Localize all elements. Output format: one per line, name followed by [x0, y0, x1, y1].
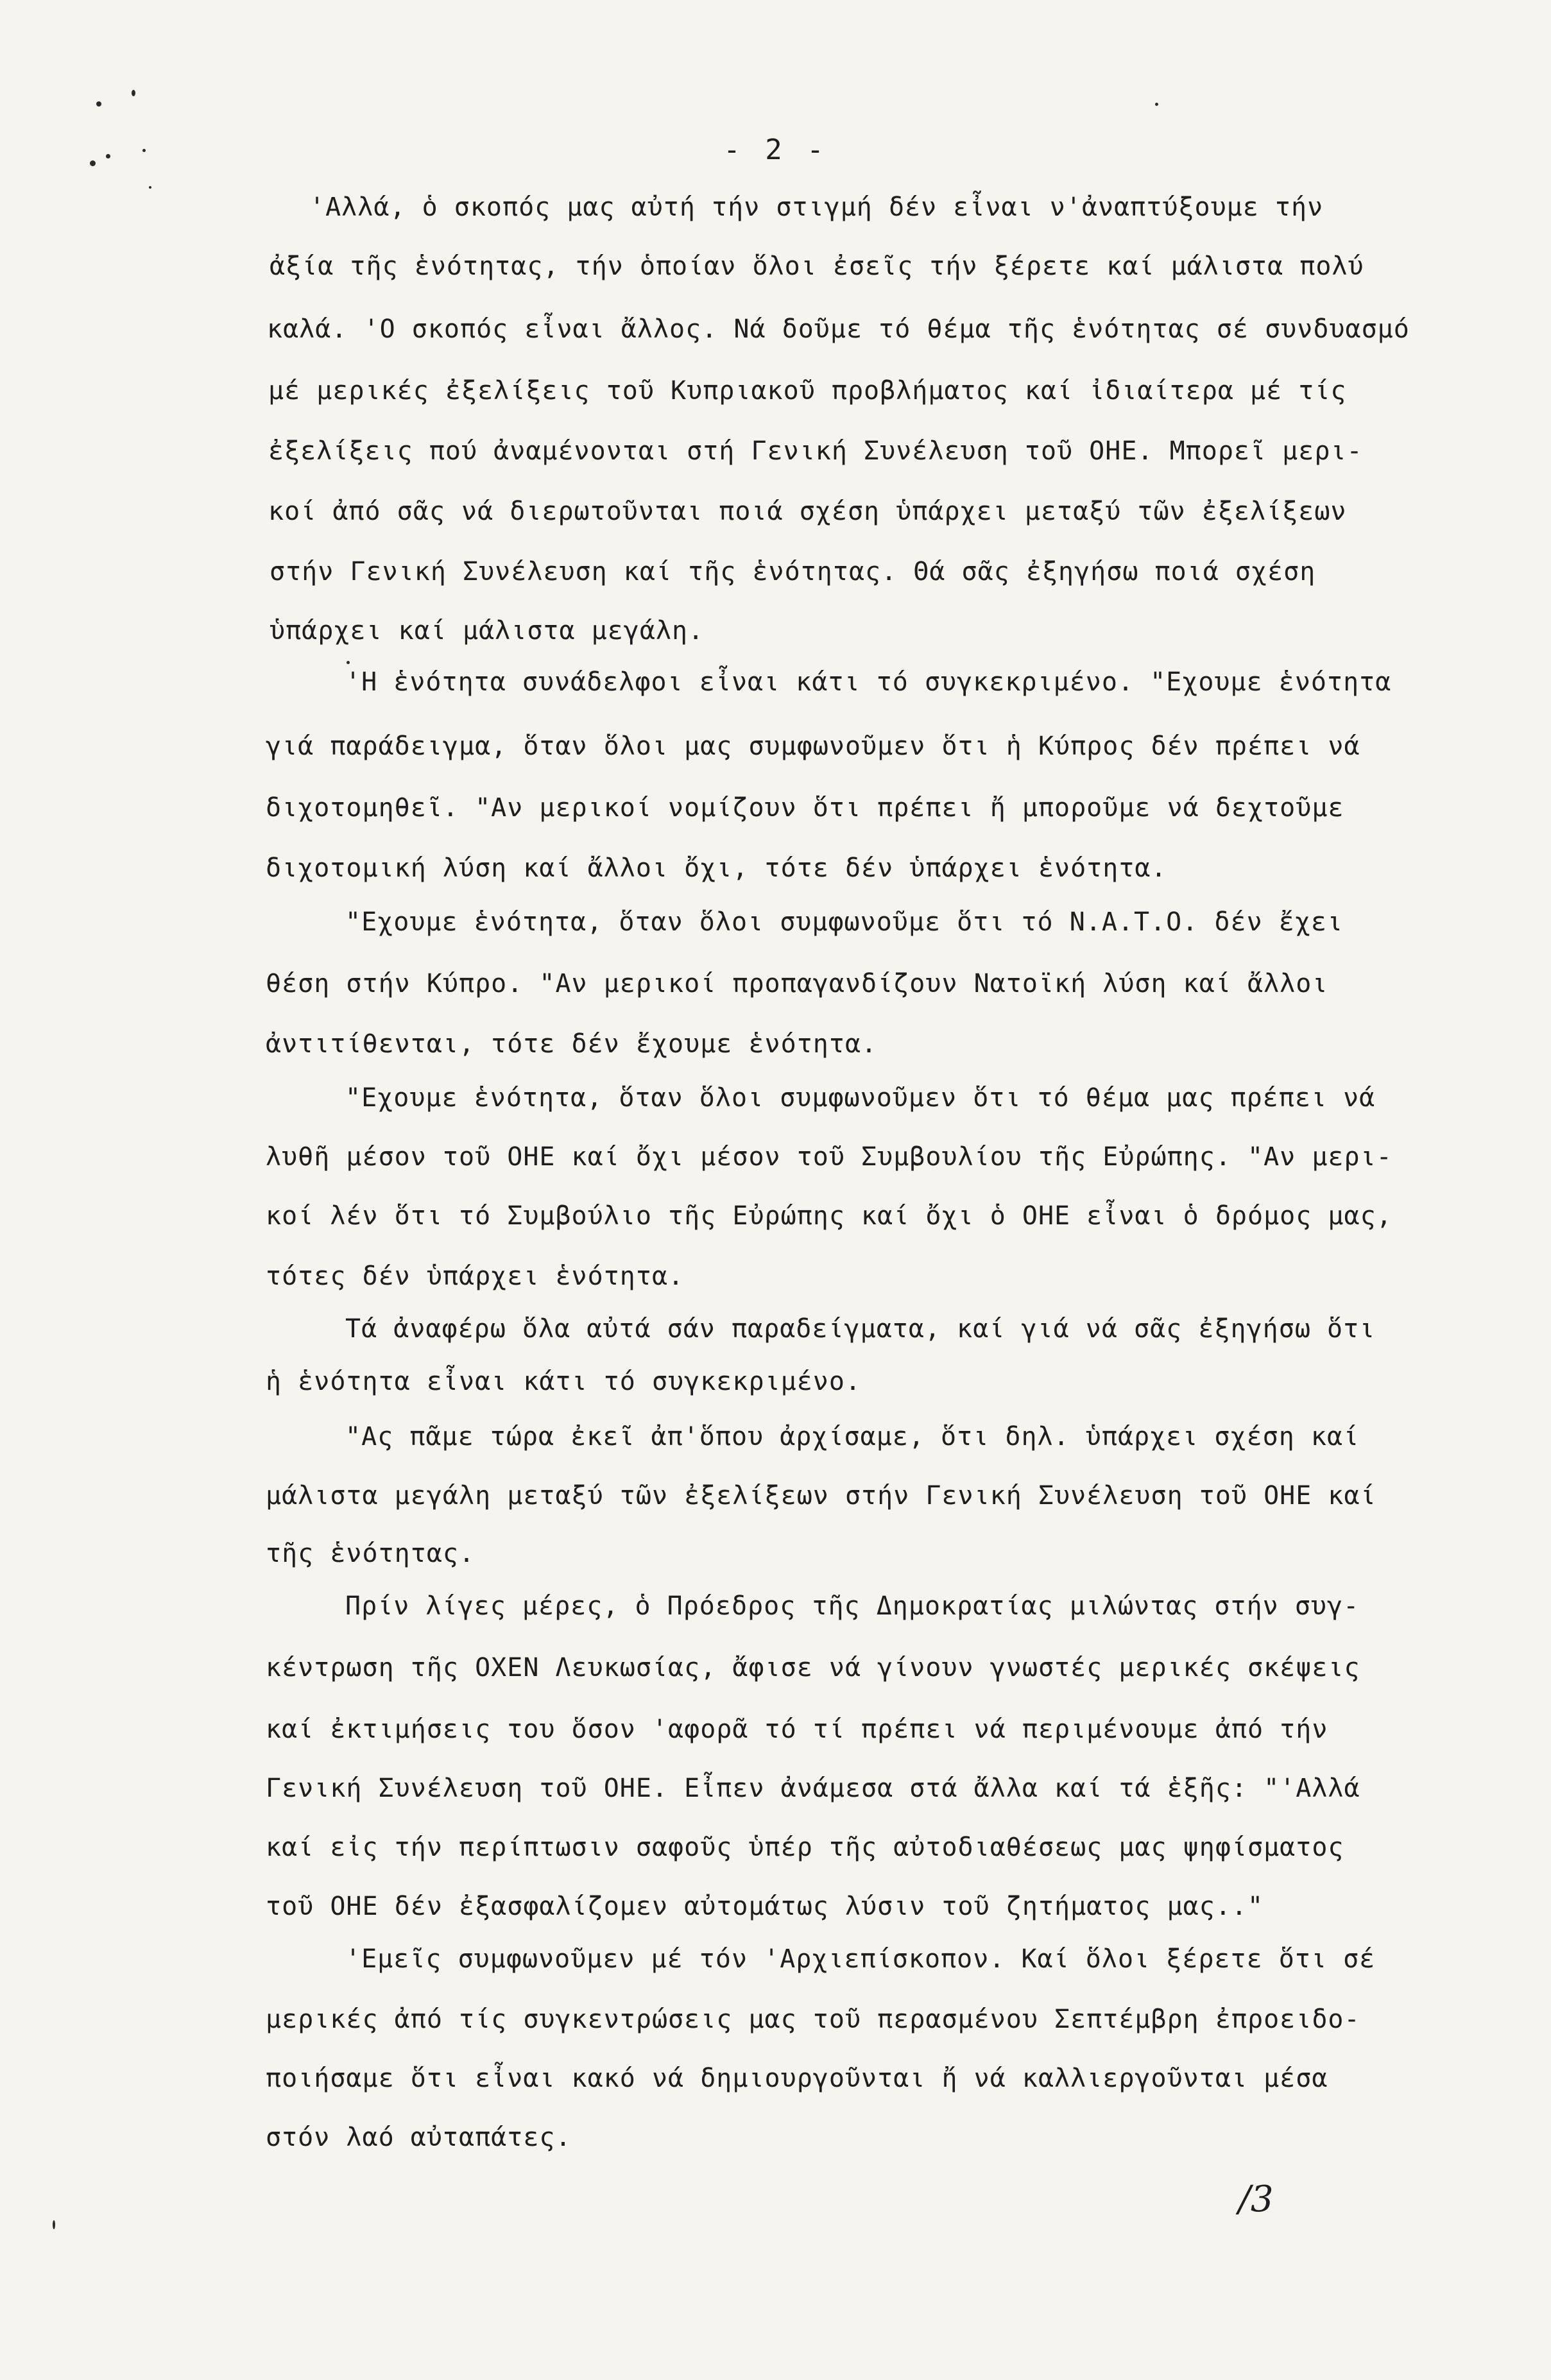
page-number: - 2 -	[723, 133, 828, 166]
scan-speck	[90, 160, 96, 166]
text-line: ἀξία τῆς ἑνότητας, τήν ὁποίαν ὅλοι ἐσεῖς τήν ξέρετε καί μάλιστα πολύ	[270, 252, 1364, 281]
text-line: στόν λαό αὐταπάτες.	[266, 2123, 572, 2152]
text-line: λυθῆ μέσον τοῦ ΟΗΕ καί ὄχι μέσον τοῦ Συμβουλίου τῆς Εὐρώπης. "Αν μερι-	[266, 1142, 1392, 1172]
text-line: κέντρωση τῆς ΟΧΕΝ Λευκωσίας, ἄφισε νά γίνουν γνωστές μερικές σκέψεις	[266, 1653, 1360, 1682]
text-line: ἐξελίξεις πού ἀναμένονται στή Γενική Συνέλευση τοῦ ΟΗΕ. Μπορεῖ μερι-	[268, 436, 1363, 466]
text-line: καί εἰς τήν περίπτωσιν σαφοῦς ὑπέρ τῆς αὐτοδιαθέσεως μας ψηφίσματος	[266, 1833, 1344, 1862]
text-line: "Εχουμε ἑνότητα, ὅταν ὅλοι συμφωνοῦμε ὅτι τό Ν.Α.Τ.Ο. δέν ἔχει	[345, 907, 1344, 937]
text-line: διχοτομηθεῖ. "Αν μερικοί νομίζουν ὅτι πρέπει ἤ μποροῦμε νά δεχτοῦμε	[266, 793, 1344, 823]
text-line: μάλιστα μεγάλη μεταξύ τῶν ἐξελίξεων στήν Γενική Συνέλευση τοῦ ΟΗΕ καί	[266, 1481, 1376, 1511]
text-line: "Ας πᾶμε τώρα ἐκεῖ ἀπ'ὅπου ἀρχίσαμε, ὅτι δηλ. ὑπάρχει σχέση καί	[345, 1422, 1360, 1451]
text-line: καλά. 'Ο σκοπός εἶναι ἄλλος. Νά δοῦμε τό θέμα τῆς ἑνότητας σέ συνδυασμό	[267, 314, 1410, 344]
text-line: κοί ἀπό σᾶς νά διερωτοῦνται ποιά σχέση ὑπάρχει μεταξύ τῶν ἐξελίξεων	[268, 497, 1347, 526]
text-line: ἀντιτίθενται, τότε δέν ἔχουμε ἑνότητα.	[266, 1029, 878, 1059]
text-line: στήν Γενική Συνέλευση καί τῆς ἑνότητας. Θά σᾶς ἐξηγήσω ποιά σχέση	[270, 557, 1316, 586]
text-line: Τά ἀναφέρω ὅλα αὐτά σάν παραδείγματα, καί γιά νά σᾶς ἐξηγήσω ὅτι	[345, 1314, 1376, 1344]
text-line: 'Εμεῖς συμφωνοῦμεν μέ τόν 'Αρχιεπίσκοπον. Καί ὅλοι ξέρετε ὅτι σέ	[345, 1944, 1376, 1974]
text-line: Γενική Συνέλευση τοῦ ΟΗΕ. Εἶπεν ἀνάμεσα στά ἄλλα καί τά ἑξῆς: "'Αλλά	[266, 1774, 1360, 1803]
text-line: γιά παράδειγμα, ὅταν ὅλοι μας συμφωνοῦμεν ὅτι ἡ Κύπρος δέν πρέπει νά	[266, 732, 1360, 761]
scan-speck	[1155, 103, 1158, 106]
scan-speck	[96, 101, 101, 107]
text-line: τῆς ἑνότητας.	[266, 1539, 476, 1568]
scan-speck	[347, 661, 350, 664]
text-line: τότες δέν ὑπάρχει ἑνότητα.	[266, 1262, 685, 1291]
page-continuation-mark: /3	[1238, 2179, 1274, 2220]
text-line: 'Η ἑνότητα συνάδελφοι εἶναι κάτι τό συγκεκριμένο. "Εχουμε ἑνότητα	[345, 667, 1392, 697]
text-line: Πρίν λίγες μέρες, ὁ Πρόεδρος τῆς Δημοκρατίας μιλώντας στήν συγ-	[345, 1591, 1360, 1621]
text-line: ἡ ἑνότητα εἶναι κάτι τό συγκεκριμένο.	[266, 1367, 862, 1396]
scan-speck	[53, 2220, 55, 2229]
text-line: ὑπάρχει καί μάλιστα μεγάλη.	[270, 616, 705, 646]
text-line: κοί λέν ὅτι τό Συμβούλιο τῆς Εὐρώπης καί ὄχι ὁ ΟΗΕ εἶναι ὁ δρόμος μας,	[266, 1201, 1392, 1231]
text-line: μέ μερικές ἐξελίξεις τοῦ Κυπριακοῦ προβλήματος καί ἰδιαίτερα μέ τίς	[268, 376, 1347, 406]
text-line: διχοτομική λύση καί ἄλλοι ὄχι, τότε δέν ὑπάρχει ἑνότητα.	[266, 853, 1167, 883]
scan-speck	[106, 154, 110, 158]
text-line: "Εχουμε ἑνότητα, ὅταν ὅλοι συμφωνοῦμεν ὅτι τό θέμα μας πρέπει νά	[345, 1083, 1376, 1113]
text-line: τοῦ ΟΗΕ δέν ἐξασφαλίζομεν αὐτομάτως λύσιν τοῦ ζητήματος μας.."	[266, 1892, 1264, 1921]
scan-speck	[132, 90, 135, 96]
text-line: καί ἐκτιμήσεις του ὅσον 'αφορᾶ τό τί πρέπει νά περιμένουμε ἀπό τήν	[266, 1715, 1328, 1744]
text-line: θέση στήν Κύπρο. "Αν μερικοί προπαγανδίζουν Νατοϊκή λύση καί ἄλλοι	[266, 969, 1328, 998]
scan-speck	[142, 149, 146, 152]
scan-speck	[149, 186, 151, 189]
text-line: μερικές ἀπό τίς συγκεντρώσεις μας τοῦ περασμένου Σεπτέμβρη ἐπροειδο-	[266, 2005, 1360, 2034]
text-line: ποιήσαμε ὅτι εἶναι κακό νά δημιουργοῦνται ἤ νά καλλιεργοῦνται μέσα	[266, 2064, 1328, 2093]
text-line: 'Αλλά, ὁ σκοπός μας αὐτή τήν στιγμή δέν εἶναι ν'ἀναπτύξουμε τήν	[309, 193, 1324, 222]
